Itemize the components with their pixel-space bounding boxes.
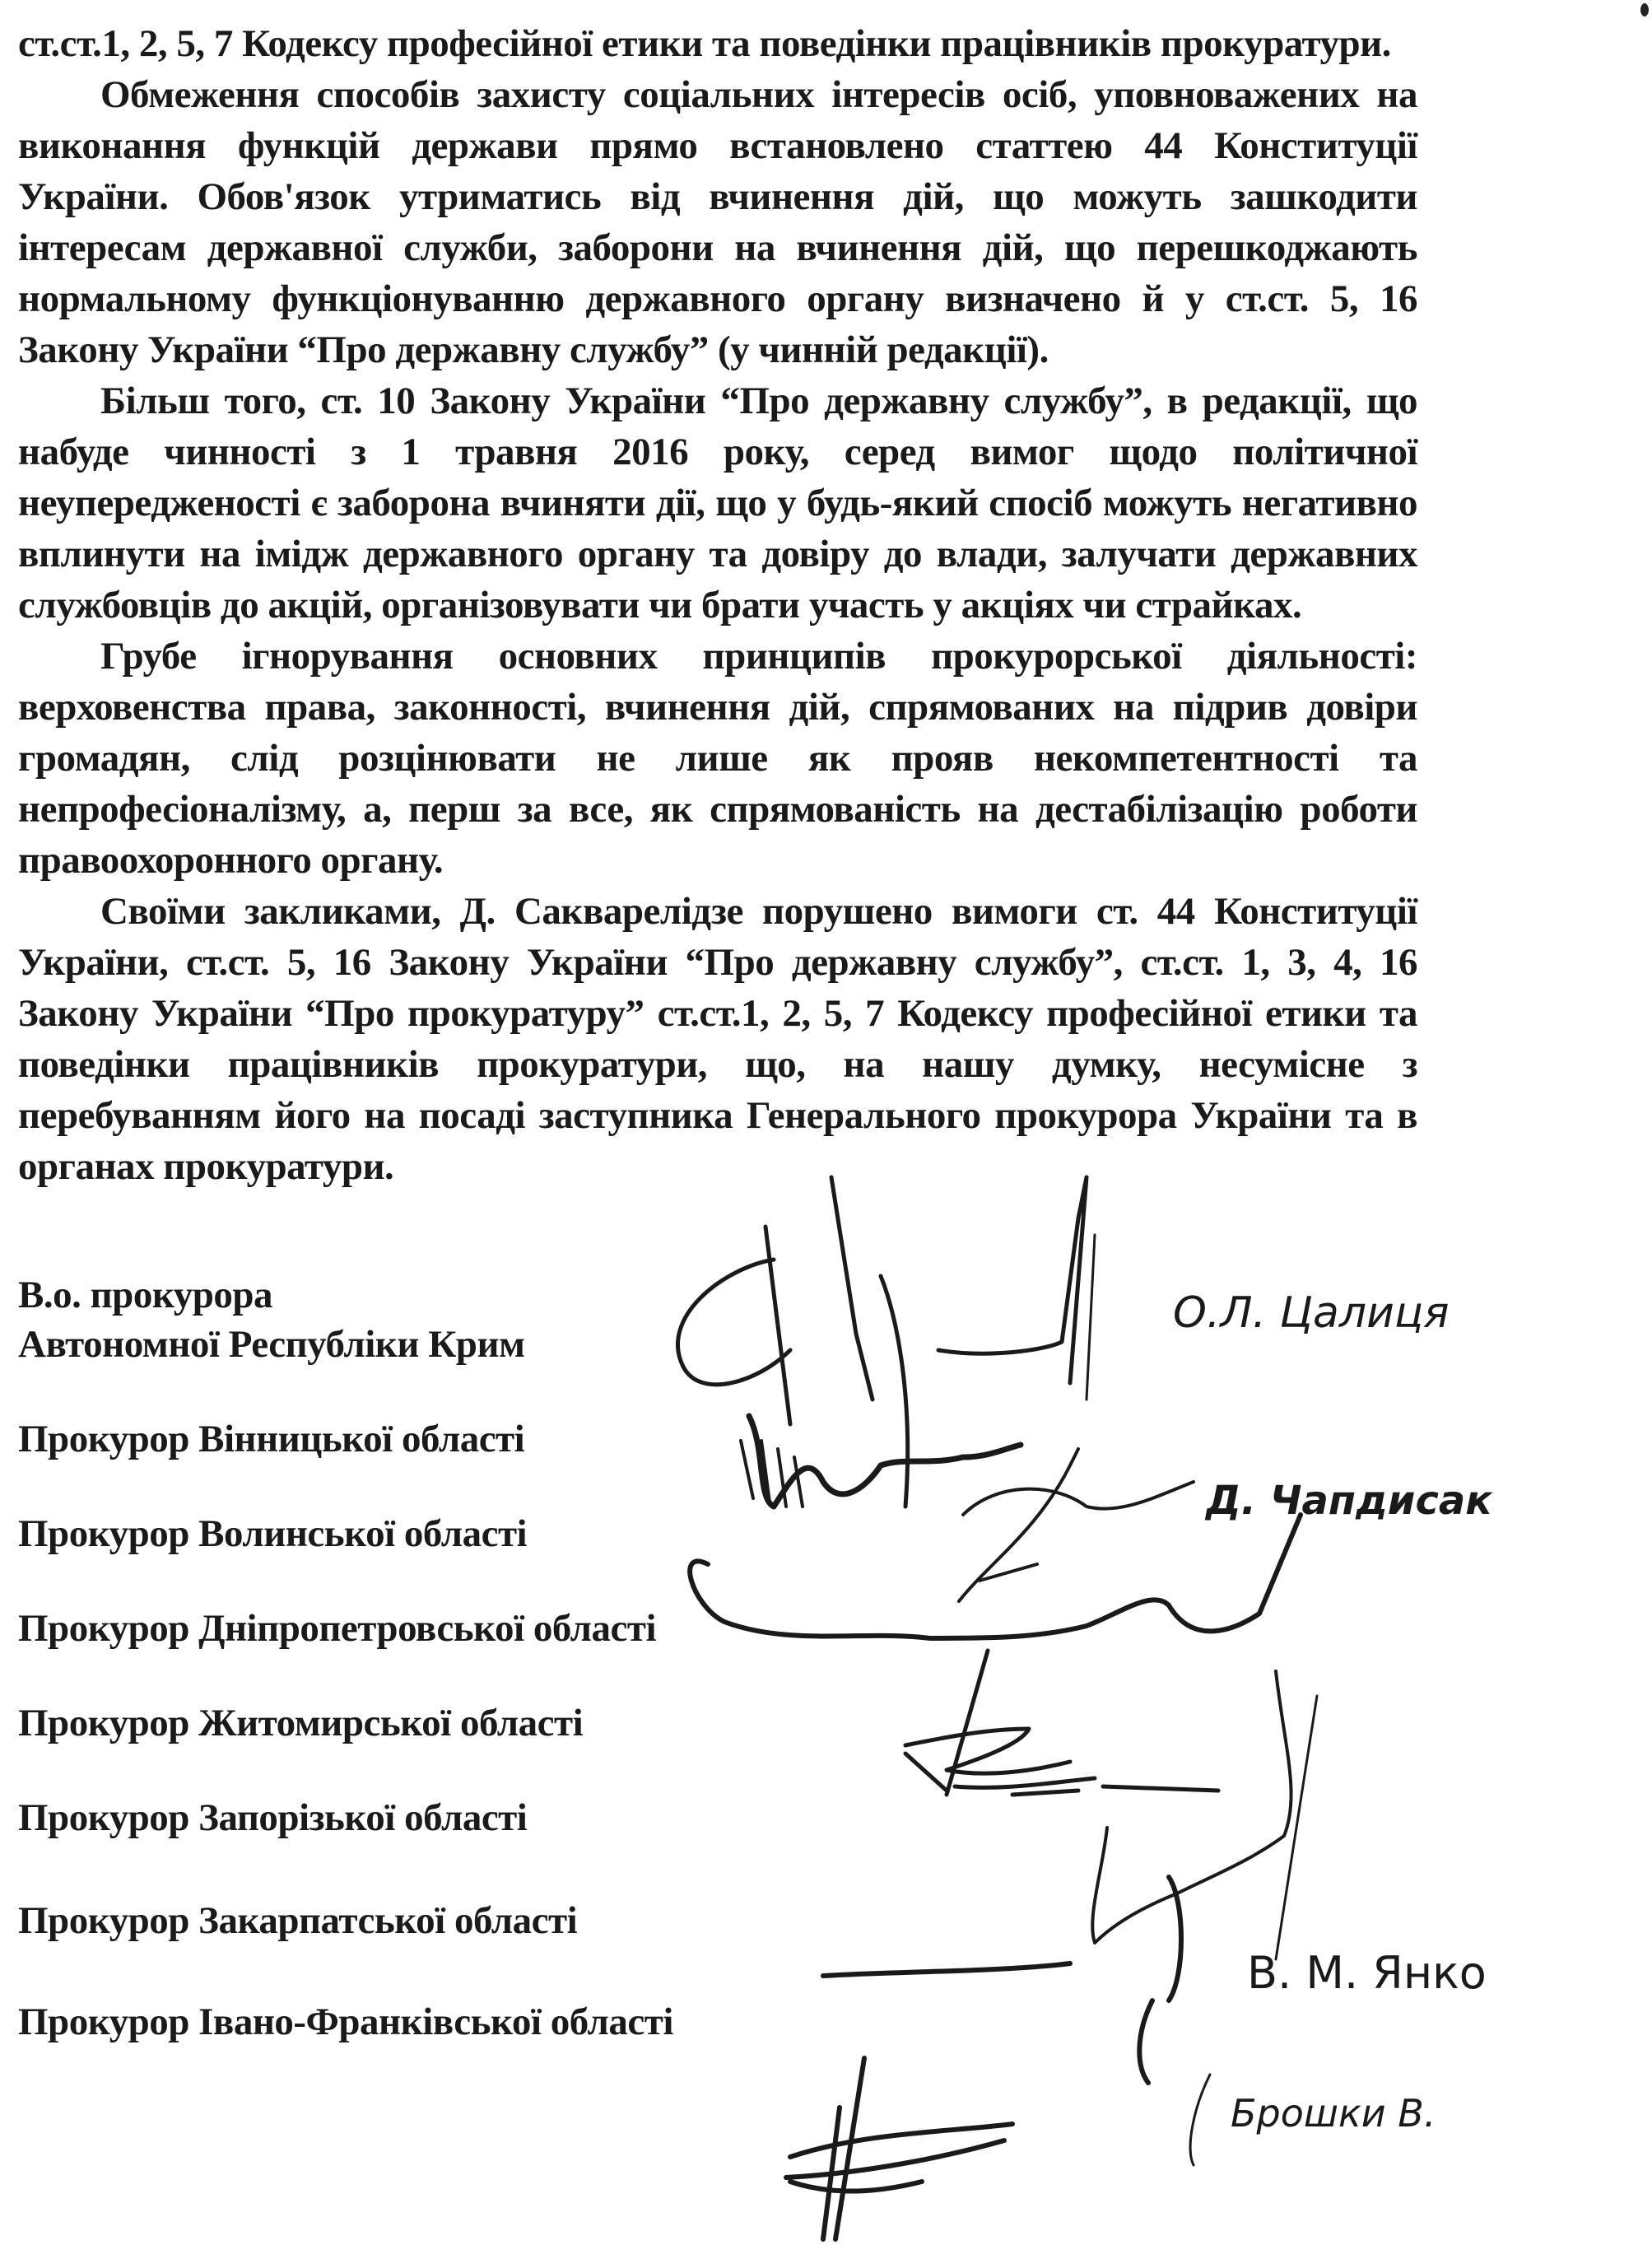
document-body [18,18,1417,1192]
signatory-title-vinnytsia: Прокурор Вінницької області [18,1418,525,1460]
handwritten-name-crimea: О.Л. Цалиця [1173,1288,1450,1338]
signature-vinnytsia [749,1416,1021,1507]
paragraph: Більш того, ст. 10 Закону України “Про державну службу”, в редакції, що набуде чинності з 1 травня 2016 року, серед вимог щодо політичної неупередженості є заборона вчиняти дії, що у будь-який спосіб можуть негативно вплинути на імідж державного органу та довіру до влади, залучати державних службовців до акцій, організовувати чи брати участь у акціях чи страйках. [18,380,1417,626]
signatory-title-ivano-frankivsk: Прокурор Івано-Франківської області [18,2000,673,2043]
signature-crimea-tail [1087,1235,1095,1400]
handwritten-name-ivano-frankivsk: Брошки В. [1231,2091,1436,2136]
signatory-title-crimea-line1: В.о. прокурора [18,1274,273,1316]
handwritten-name-zakarpattia: В. М. Янко [1247,1947,1487,1999]
signatory-title-volyn: Прокурор Волинської області [18,1512,528,1555]
signatory-title-crimea-line2: Автономної Республіки Крим [18,1323,525,1366]
signatory-title-zakarpattia: Прокурор Закарпатської області [18,1899,578,1942]
paragraph: ст.ст.1, 2, 5, 7 Кодексу професійної етики та поведінки працівників прокуратури. [18,22,1391,65]
signature-zhytomyr [905,1651,1218,1795]
paragraph: Обмеження способів захисту соціальних інтересів осіб, уповноважених на виконання функцій держави прямо встановлено статтею 44 Конституції України. Обов'язок утриматись від вчинення дій, що можуть зашкодити інтересам державної служби, заборони на вчинення дій, що перешкоджають нормальному функціонуванню державного органу визначено й у ст.ст. 5, 16 Закону України “Про державну службу” (у чинній редакції). [18,73,1417,371]
handwritten-name-volyn: Д. Чапдисак [1206,1478,1492,1524]
signatory-title-zaporizhzhia: Прокурор Запорізької області [18,1796,528,1839]
signature-ivano-frankivsk-paren [1190,2075,1210,2165]
signatory-title-dnipropetrovsk: Прокурор Дніпропетровської області [18,1607,657,1650]
signature-crimea [677,1177,1087,1507]
paragraph: Грубе ігнорування основних принципів прокурорської діяльності: верховенства права, законності, вчинення дій, спрямованих на підрив довіри громадян, слід розцінювати не лише як прояв некомпетентності та непрофесіоналізму, а, перш за все, як спрямованість на дестабілізацію роботи правоохоронного органу. [18,635,1417,882]
signature-vinnytsia-scribble [741,1441,803,1507]
signature-volyn [959,1449,1194,1601]
signature-ivano-frankivsk [786,2058,1012,2239]
signatory-title-zhytomyr: Прокурор Житомирської області [18,1702,584,1744]
signature-zakarpattia [823,1877,1181,2083]
scan-artifact-mark [1640,3,1649,16]
signature-dnipropetrovsk [690,1515,1301,1638]
signature-zaporizhzhia [1092,1671,1291,1943]
signature-zaporizhzhia-line [1276,1696,1317,1959]
paragraph: Своїми закликами, Д. Сакварелідзе порушено вимоги ст. 44 Конституції України, ст.ст. 5, 16 Закону України “Про державну службу”, ст.ст. 1, 3, 4, 16 Закону України “Про прокуратуру” ст.ст.1, 2, 5, 7 Кодексу професійної етики та поведінки працівників прокуратури, що, на нашу думку, несумісне з перебуванням його на посаді заступника Генерального прокурора України та в органах прокуратури. [18,890,1417,1188]
